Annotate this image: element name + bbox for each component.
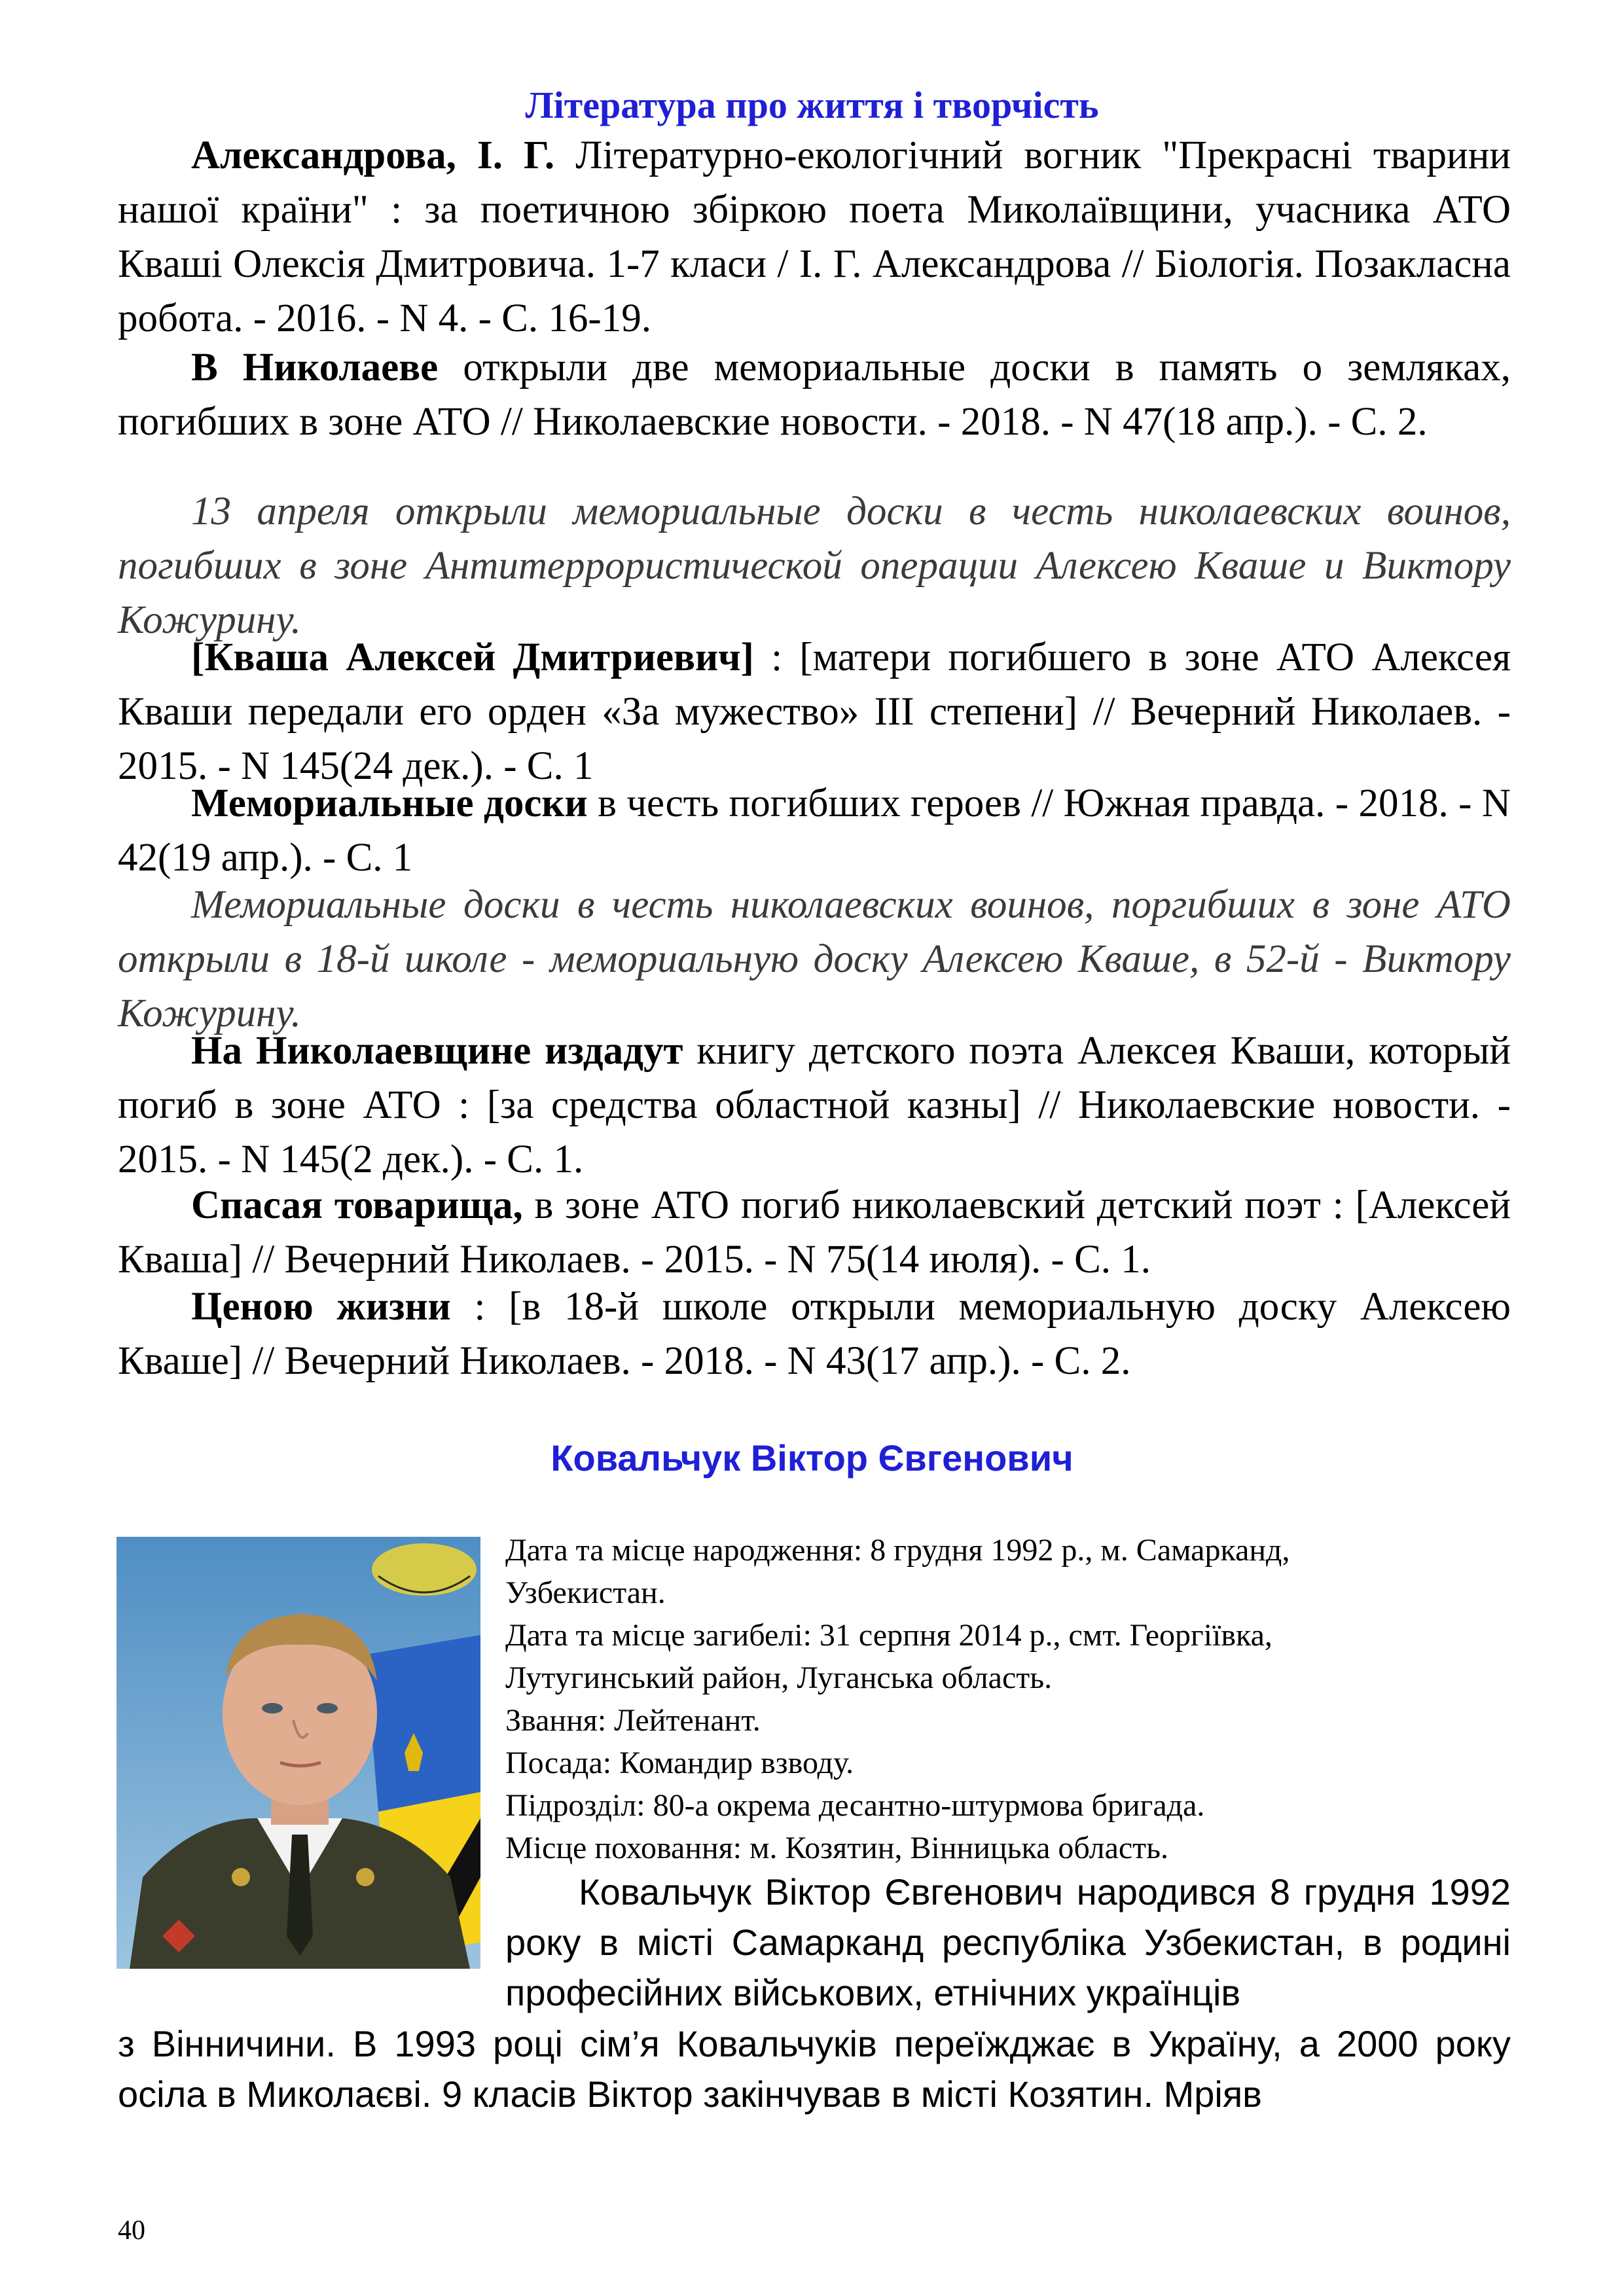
entry-title: [Кваша Алексей Дмитриевич] [191,636,754,679]
entry-title: Александрова, І. Г. [191,134,555,177]
entry-text: открыли две мемориальные доски в память о земляках, погибших в зоне АТО // Николаевские новости. - 2018. - N 47(18 апр.). - С. 2. [118,346,1511,444]
info-line: Дата та місце загибелі: 31 серпня 2014 р., смт. Георгіївка, [505,1618,1272,1653]
entry-text: Літературно-екологічний вогник "Прекрасні тварини нашої країни" : за поетичною збіркою поета Миколаївщини, учасника АТО Кваші Олексія Дмитровича. 1-7 класи / І. Г. Александрова // Біологія. Позакласна робота. - 2016. - N 4. - С. 16-19. [118,134,1511,340]
biography-text: Ковальчук Віктор Євгенович народився 8 грудня 1992 року в місті Самарканд республіка Узбекистан, в родині професійних військових, етнічних українців [505,1871,1511,2013]
info-line: Підрозділ: 80-а окрема десантно-штурмова бригада. [505,1788,1205,1823]
bibliography-entry [118,776,1511,885]
entry-title: Спасая товарища, [191,1183,523,1227]
biography-text-continued: з Вінничини. В 1993 році сім’я Ковальчуків переїжджає в Україну, а 2000 року осіла в Миколаєві. 9 класів Віктор закінчував в місті Козятин. Мріяв [118,2023,1511,2115]
info-line: Звання: Лейтенант. [505,1703,761,1738]
entry-text: : [в 18-й школе открыли мемориальную доску Алексею Кваше] // Вечерний Николаев. - 2018. - N 43(17 апр.). - С. 2. [118,1285,1511,1383]
literature-heading: Література про життя і творчість [525,84,1099,126]
entry-text: книгу детского поэта Алексея Кваши, который погиб в зоне АТО : [за средства областной казны] // Николаевские новости. - 2015. - N 145(2 дек.). - С. 1. [118,1029,1511,1181]
portrait-photo [117,1537,480,1969]
info-line: Посада: Командир взводу. [505,1746,854,1780]
bibliography-entry [118,1178,1511,1287]
annotation-note: Мемориальные доски в честь николаевских воинов, поргибших в зоне АТО открыли в 18-й школе - мемориальную доску Алексею Кваше, в 52-й - Виктору Кожурину. [118,883,1511,1035]
annotation-note: 13 апреля открыли мемориальные доски в честь николаевских воинов, погибших в зоне Антитеррористической операции Алексею Кваше и Виктору Кожурину. [118,490,1511,642]
page-number: 40 [118,2215,145,2246]
info-line: Дата та місце народження: 8 грудня 1992 р., м. Самарканд, [505,1533,1290,1568]
entry-title: В Николаеве [191,346,439,389]
entry-title: На Николаевщине издадут [191,1029,683,1073]
profile-name-heading: Ковальчук Віктор Євгенович [550,1437,1074,1479]
bibliography-entry [118,128,1511,346]
entry-title: Ценою жизни [191,1285,451,1329]
bibliography-entry [118,340,1511,449]
soldier-portrait-image [117,1537,480,1969]
bibliography-entry [118,1024,1511,1187]
entry-text: в зоне АТО погиб николаевский детский поэт : [Алексей Кваша] // Вечерний Николаев. - 2015. - N 75(14 июля). - С. 1. [118,1183,1511,1282]
bibliography-entry [118,630,1511,793]
info-line: Лутугинський район, Луганська область. [505,1660,1053,1695]
entry-title: Мемориальные доски [191,781,588,825]
entry-text: в честь погибших героев // Южная правда. - 2018. - N 42(19 апр.). - С. 1 [118,781,1511,880]
info-line: Місце поховання: м. Козятин, Вінницька область. [505,1831,1169,1865]
bibliography-entry [118,1280,1511,1388]
entry-text: : [матери погибшего в зоне АТО Алексея Кваши передали его орден «За мужество» ІІІ степени] // Вечерний Николаев. - 2015. - N 145(24 дек.). - С. 1 [118,636,1511,788]
info-line: Узбекистан. [505,1575,666,1610]
profile-info [505,1529,1513,1869]
